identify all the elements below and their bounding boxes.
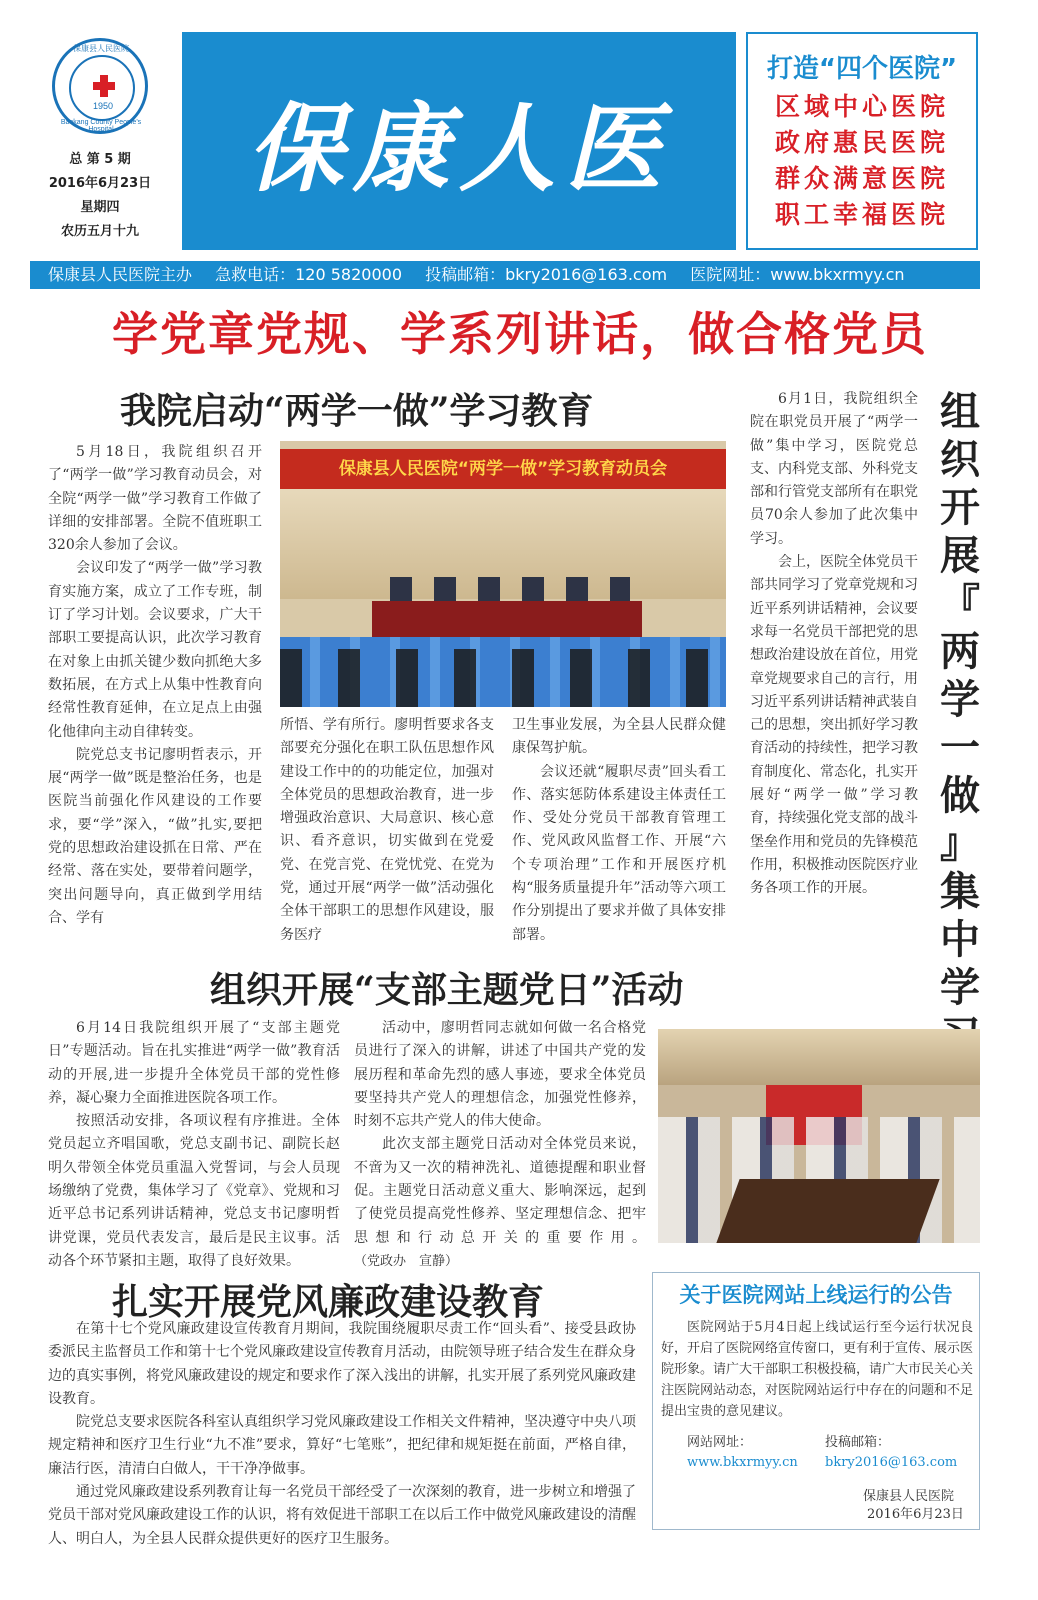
notice-date: 2016年6月23日 [867,1507,964,1522]
paragraph [354,1133,646,1273]
logo-ring-text: Baokang County People's Hospital [60,119,142,133]
title-char: 织 [940,436,980,483]
notice-email-link[interactable]: bkry2016@163.com [825,1455,958,1470]
title-char: 』 [940,820,980,867]
paragraph: 活动中，廖明哲同志就如何做一名合格党员进行了深入的讲解，讲述了中国共产党的发展历程和革命先烈的感人事迹，要求全体党员要坚持共产党人的理想信念，加强党性修养，时刻不忘共产党人的伟大使命。 [354,1020,646,1130]
notice-site-link[interactable]: www.bkxrmyy.cn [687,1455,798,1470]
title-char: 一 [940,724,980,771]
article2-vertical-title [932,388,988,1060]
paragraph: 会上，医院全体党员干部共同学习了党章党规和习近平系列讲话精神，会议要求每一名党员干部把党的思想政治建设放在首位，用党章党规要求自己的言行，用习近平系列讲话精神武装自己的思想，突出抓好学习教育活动的持续性，把学习教育制度化、常态化，扎实开展好“两学一做”学习教育，持续强化党支部的战斗堡垒作用和党员的先锋模范作用，积极推动医院医疗业务各项工作的开展。 [750,554,918,897]
title-char: 组 [940,388,980,435]
paragraph: 会议印发了“两学一做”学习教育实施方案，成立了工作专班，制订了学习计划。会议要求，广大干部职工要提高认识，此次学习教育在对象上由抓关键少数向抓绝大多数拓展，在方式上从集中性教育向经常性教育延伸，在立足点上由强化他律向主动自律转变。 [48,560,262,740]
slogan-box [746,32,978,250]
title-char: 集 [940,868,980,915]
article4-body [48,1318,636,1551]
article4-title: 扎实开展党风廉政建设教育 [112,1281,545,1323]
hotline: 急救电话：120 5820000 [215,265,402,284]
article1-col3 [512,714,726,947]
issue-number: 总 第 5 期 [69,152,131,167]
slogan-heading: 打造“四个医院” [766,54,958,84]
logo-year: 1950 [93,101,114,111]
paragraph: 5月18日，我院组织召开了“两学一做”学习教育动员会，对全院“两学一做”学习教育工作做了详细的安排部署。全院不值班职工320余人参加了会议。 [48,444,262,554]
title-char: 两 [940,628,980,675]
notice-signer: 保康县人民医院 [863,1489,955,1504]
paragraph: 院党总支书记廖明哲表示，开展“两学一做”既是整治任务，也是医院当前强化作风建设的工作要求，要“学”深入，“做”扎实,要把党的思想政治建设抓在日常、严在经常、落在实处，要带着问题学，突出问题导向，真正做到学用结合、学有 [48,746,262,926]
paragraph: 6月14日我院组织开展了“支部主题党日”专题活动。旨在扎实推进“两学一做”教育活动的开展,进一步提升全体党员干部的党性修养，凝心聚力全面推进医院各项工作。 [48,1020,340,1106]
masthead [182,32,736,250]
paragraph: 6月1日，我院组织全院在职党员开展了“两学一做”集中学习，医院党总支、内科党支部、外科党支部和行管党支部所有在职党员70余人参加了此次集中学习。 [750,391,918,547]
paragraph: 通过党风廉政建设系列教育让每一名党员干部经受了一次深刻的教育，进一步树立和增强了党员干部对党风廉政建设工作的认识，将有效促进干部职工在以后工作中做党风廉政建设的清醒人、明白人，为全县人民群众提供更好的医疗卫生服务。 [48,1484,636,1547]
notice-site-label: 网站网址： [687,1435,753,1450]
main-headline: 学党章党规、学系列讲话，做合格党员 [112,307,928,361]
notice-body: 医院网站于5月4日起上线试运行至今运行状况良好，开启了医院网络宣传窗口，更有利于宣传、展示医院形象。请广大干部职工积极投稿，请广大市民关心关注医院网站动态，对医院网站运行中存在的问题和不足提出宝贵的意见建议。 [661,1320,974,1419]
article1-col1 [48,441,262,930]
paragraph: 在第十七个党风廉政建设宣传教育月期间，我院围绕履职尽责工作“回头看”、接受县政协委派民主监督员工作和第十七个党风廉政建设宣传教育月活动，由院领导班子结合发生在群众身边的真实事例，将党风廉政建设的规定和要求作了深入浅出的讲解，扎实开展了系列党风廉政建设教育。 [48,1321,636,1407]
paragraph: 卫生事业发展，为全县人民群众健康保驾护航。 [512,717,726,757]
slogan-line: 政府惠民医院 [774,128,949,157]
website-notice [652,1272,980,1530]
article3-title: 组织开展“支部主题党日”活动 [210,969,684,1011]
submit-email[interactable]: 投稿邮箱：bkry2016@163.com [425,265,668,284]
logo-inner-ring [69,55,135,121]
info-bar [30,261,980,289]
title-char: 学 [940,964,980,1011]
slogan-line: 区域中心医院 [774,92,949,121]
sponsor: 保康县人民医院主办 [48,265,193,284]
red-cross-icon [93,75,115,97]
photo-ceiling [658,1029,980,1085]
title-char: 展 [940,532,980,579]
issue-weekday: 星期四 [80,200,120,215]
article2-body [750,388,918,901]
article1-col2 [280,714,494,947]
photo-audience [280,649,726,707]
article1-title: 我院启动“两学一做”学习教育 [120,390,594,432]
article3-col2 [354,1017,646,1273]
paragraph: 所悟、学有所行。廖明哲要求各支部要充分强化在职工队伍思想作风建设工作中的的功能定位，加强对全体党员的思想政治教育，进一步增强政治意识、大局意识、核心意识、看齐意识，切实做到在党爱党、在党言党、在党忧党、在党为党，通过开展“两学一做”活动强化全体干部职工的思想作风建设，服务医疗 [280,717,494,943]
photo-banner: 保康县人民医院“两学一做”学习教育动员会 [280,449,726,489]
notice-title: 关于医院网站上线运行的公告 [679,1282,953,1307]
issue-lunar: 农历五月十九 [60,224,139,239]
issue-date: 2016年6月23日 [48,176,152,191]
photo-presidium [390,577,630,603]
notice-email-label: 投稿邮箱： [825,1435,891,1450]
issue-info [40,148,160,244]
paragraph: 按照活动安排，各项议程有序推进。全体党员起立齐唱国歌，党总支副书记、副院长赵明久带领全体党员重温入党誓词，与会人员现场缴纳了党费，集体学习了《党章》、党规和习近平总书记系列讲话精神，党总支书记廖明哲讲党课，党员代表发言，最后是民主议事。活动各个环节紧扣主题，取得了良好效果。 [48,1113,340,1269]
title-char: 做 [940,772,980,819]
photo-table [716,1179,939,1243]
title-char: 『 [940,580,980,627]
paragraph: 会议还就“履职尽责”回头看工作、落实惩防体系建设主体责任工作、受处分党员干部教育管理工作、党风政风监督工作、开展“六个专项治理”工作和开展医疗机构“服务质量提升年”活动等六项工作分别提出了要求并做了具体安排部署。 [512,763,726,943]
title-char: 中 [940,916,980,963]
byline: （党政办 宣静） [354,1253,459,1269]
slogan-line: 群众满意医院 [774,164,949,193]
title-char: 学 [940,676,980,723]
meeting-photo [280,441,726,707]
party-day-photo [658,1029,980,1243]
title-char: 开 [940,484,980,531]
slogan-line: 职工幸福医院 [774,200,949,229]
masthead-title: 保康人医 [247,91,671,205]
website-link[interactable]: 医院网址：www.bkxrmyy.cn [690,265,905,284]
paragraph-text: 此次支部主题党日活动对全体党员来说，不啻为又一次的精神洗礼、道德提醒和职业督促。主题党日活动意义重大、影响深远，起到了使党员提高党性修养、坚定理想信念、把牢思想和行动总开关的重要作用。 [354,1136,646,1246]
paragraph: 院党总支要求医院各科室认真组织学习党风廉政建设工作相关文件精神，坚决遵守中央八项规定精神和医疗卫生行业“九不准”要求，算好“七笔账”，把纪律和规矩挺在前面，严格自律，廉洁行医，清清白白做人，干干净净做事。 [48,1414,636,1477]
logo-cn-name: 保康县人民医院 [73,44,129,53]
article3-col1 [48,1017,340,1273]
hospital-logo [52,38,148,134]
photo-table [372,601,642,639]
